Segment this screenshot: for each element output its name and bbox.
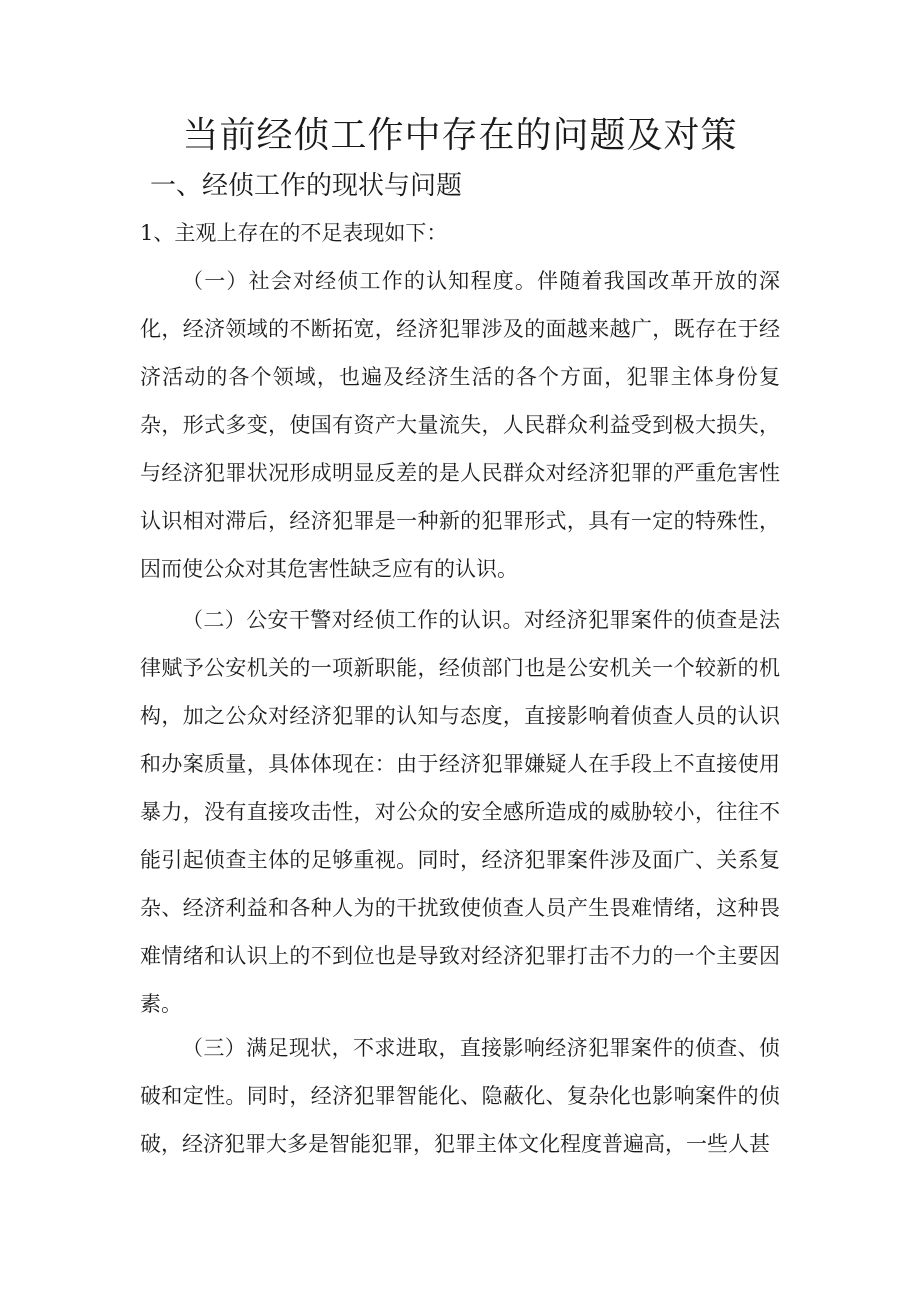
document-title: 当前经侦工作中存在的问题及对策 <box>182 115 738 156</box>
subsection-heading: 1、主观上存在的不足表现如下： <box>140 221 448 245</box>
paragraph-2: （二）公安干警对经侦工作的认识。对经济犯罪案件的侦查是法律赋予公安机关的一项新职能，经侦部门也是公安机关一个较新的机构，加之公众对经济犯罪的认知与态度，直接影响着侦查人员的认识和办案质量，具体体现在：由于经济犯罪嫌疑人在手段上不直接使用暴力，没有直接攻击性，对公众的安全感所造成的威胁较小，往往不能引起侦查主体的足够重视。同时，经济犯罪案件涉及面广、关系复杂、经济利益和各种人为的干扰致使侦查人员产生畏难情绪，这种畏难情绪和认识上的不到位也是导致对经济犯罪打击不力的一个主要因素。 <box>140 608 780 1016</box>
paragraph-3: （三）满足现状，不求进取，直接影响经济犯罪案件的侦查、侦破和定性。同时，经济犯罪智能化、隐蔽化、复杂化也影响案件的侦破，经济犯罪大多是智能犯罪，犯罪主体文化程度普遍高，一些人甚 <box>140 1036 780 1156</box>
paragraph-1: （一）社会对经侦工作的认知程度。伴随着我国改革开放的深化，经济领域的不断拓宽，经济犯罪涉及的面越来越广，既存在于经济活动的各个领域，也遍及经济生活的各个方面，犯罪主体身份复杂，形式多变，使国有资产大量流失，人民群众利益受到极大损失，与经济犯罪状况形成明显反差的是人民群众对经济犯罪的严重危害性认识相对滞后，经济犯罪是一种新的犯罪形式，具有一定的特殊性，因而使公众对其危害性缺乏应有的认识。 <box>140 269 780 581</box>
section-heading: 一、经侦工作的现状与问题 <box>150 171 463 201</box>
